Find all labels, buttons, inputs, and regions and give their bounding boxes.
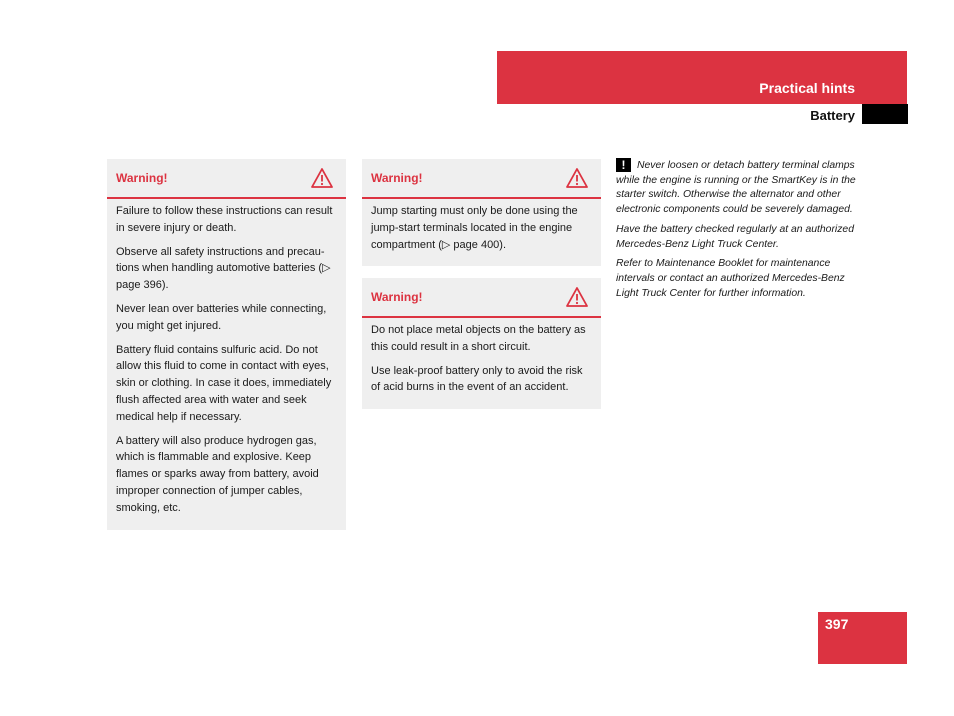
warning-paragraph: Observe all safety instructions and precau-tions when handling automotive batteries (▷ page 396).	[116, 245, 331, 292]
section-title: Practical hints	[759, 80, 855, 96]
page-number: 397	[825, 616, 849, 632]
warning-body	[107, 199, 346, 530]
warning-header	[362, 159, 601, 199]
warning-paragraph: Never lean over batteries while connecting, you might get injured.	[116, 302, 327, 332]
notes-column	[616, 158, 858, 306]
warning-title: Warning!	[371, 171, 423, 185]
header-bar	[497, 51, 907, 104]
warning-triangle-icon	[311, 167, 333, 189]
exclamation-icon: !	[616, 158, 631, 172]
warning-title: Warning!	[371, 290, 423, 304]
warning-paragraph: A battery will also produce hydrogen gas, which is flammable and explosive. Keep flames or sparks away from battery, avoid improper connection of jumper cables, smoking, etc.	[116, 434, 319, 514]
warning-box-3	[362, 278, 601, 409]
warning-title: Warning!	[116, 171, 168, 185]
warning-header	[107, 159, 346, 199]
subsection-title: Battery	[810, 108, 855, 123]
note-text: Never loosen or detach battery terminal clamps while the engine is running or the SmartKey is in the starter switch. Otherwise the alternator and other electronic components could be severely damaged.	[616, 160, 856, 216]
warning-header	[362, 278, 601, 318]
warning-body	[362, 199, 601, 266]
warning-paragraph: Jump starting must only be done using the jump-start terminals located in the engine compartment (▷ page 400).	[371, 205, 578, 251]
warning-triangle-icon	[566, 286, 588, 308]
warning-paragraph: Battery fluid contains sulfuric acid. Do not allow this fluid to come in contact with eyes, skin or clothing. In case it does, immediately flush affected area with water and seek medical help if necessary.	[116, 343, 332, 423]
warning-box-2	[362, 159, 601, 266]
note-paragraph: Have the battery checked regularly at an authorized Mercedes-Benz Light Truck Center.	[616, 223, 854, 250]
warning-box-1	[107, 159, 346, 530]
warning-triangle-icon	[566, 167, 588, 189]
subsection-tab-marker	[862, 104, 908, 124]
note-paragraph	[616, 158, 858, 218]
note-paragraph: Refer to Maintenance Booklet for maintenance intervals or contact an authorized Mercedes-Benz Light Truck Center for further information.	[616, 258, 845, 299]
warning-paragraph: Failure to follow these instructions can result in severe injury or death.	[116, 205, 333, 234]
warning-body	[362, 318, 601, 409]
page-number-box	[818, 612, 907, 664]
warning-paragraph: Do not place metal objects on the battery as this could result in a short circuit.	[371, 324, 586, 353]
warning-paragraph: Use leak-proof battery only to avoid the risk of acid burns in the event of an accident.	[371, 364, 583, 394]
